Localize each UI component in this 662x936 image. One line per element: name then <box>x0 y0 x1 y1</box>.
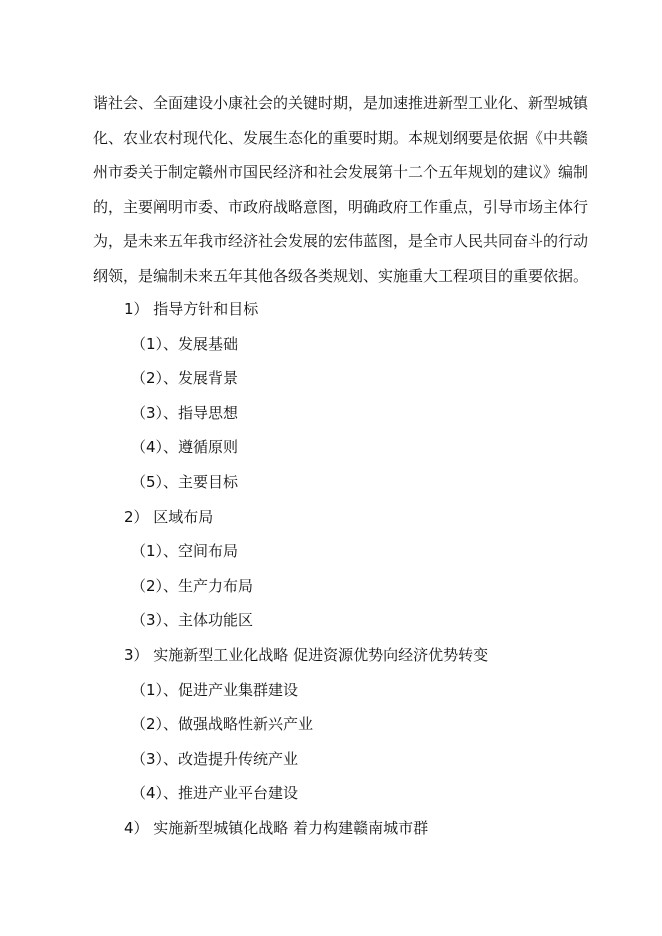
outline-subsection-item: （2）、做强战略性新兴产业 <box>131 715 314 734</box>
intro-line: 的，主要阐明市委、市政府战略意图，明确政府工作重点，引导市场主体行 <box>93 197 589 216</box>
outline-subsection-item: （4）、遵循原则 <box>131 438 239 457</box>
outline-section-heading: 2） 区域布局 <box>124 507 214 526</box>
intro-line: 纲领，是编制未来五年其他各级各类规划、实施重大工程项目的重要依据。 <box>93 266 589 285</box>
outline-subsection-item: （1）、发展基础 <box>131 334 239 353</box>
intro-line: 化、农业农村现代化、发展生态化的重要时期。本规划纲要是依据《中共赣 <box>93 128 589 147</box>
intro-line: 谐社会、全面建设小康社会的关键时期，是加速推进新型工业化、新型城镇 <box>93 94 589 112</box>
outline-subsection-item: （2）、发展背景 <box>131 369 239 388</box>
outline-section-heading: 1） 指导方针和目标 <box>124 300 259 318</box>
intro-paragraph <box>93 86 613 294</box>
outline-subsection-item: （3）、主体功能区 <box>131 611 254 630</box>
outline-subsection-item: （2）、生产力布局 <box>131 576 254 595</box>
outline-subsection-item: （3）、改造提升传统产业 <box>131 749 299 768</box>
outline-subsection-item: （3）、指导思想 <box>131 403 239 422</box>
outline-list <box>0 292 662 846</box>
intro-line: 为，是未来五年我市经济社会发展的宏伟蓝图，是全市人民共同奋斗的行动 <box>93 232 589 251</box>
outline-subsection-item: （5）、主要目标 <box>131 472 239 491</box>
outline-subsection-item: （4）、推进产业平台建设 <box>131 784 299 803</box>
intro-line: 州市委关于制定赣州市国民经济和社会发展第十二个五年规划的建议》编制 <box>93 163 589 182</box>
outline-section-heading: 4） 实施新型城镇化战略 着力构建赣南城市群 <box>124 818 429 837</box>
outline-section-heading: 3） 实施新型工业化战略 促进资源优势向经济优势转变 <box>124 645 489 664</box>
outline-subsection-item: （1）、空间布局 <box>131 542 239 561</box>
outline-subsection-item: （1）、促进产业集群建设 <box>131 680 299 699</box>
